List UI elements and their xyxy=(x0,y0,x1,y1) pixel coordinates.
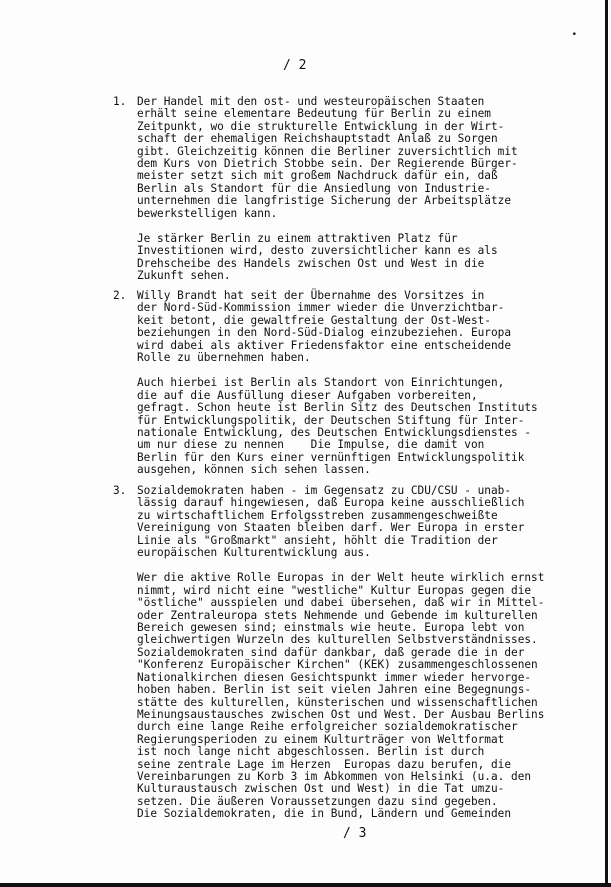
scan-edge-bottom xyxy=(0,883,611,887)
text-line: lässig darauf hingewiesen, daß Europa keine ausschließlich xyxy=(137,496,525,510)
text-line: zu wirtschaftlichem Erfolgsstreben zusammengeschweißte xyxy=(137,508,498,522)
text-line: nimmt, wird nicht eine "westliche" Kultur Europas gegen die xyxy=(137,583,532,597)
text-line: bewerkstelligen kann. xyxy=(137,206,278,220)
text-line: ausgehen, können sich sehen lassen. xyxy=(137,463,371,477)
text-line: Meinungsaustausches zwischen Ost und West. Der Ausbau Berlins xyxy=(137,707,545,721)
text-line: dem Kurs von Dietrich Stobbe sein. Der Regierende Bürger- xyxy=(137,157,518,171)
text-line: Wer die aktive Rolle Europas in der Welt heute wirklich ernst xyxy=(137,571,545,585)
text-line: nationale Entwicklung, des Deutschen Entwicklungsdienstes - xyxy=(137,426,532,440)
text-line: Zeitpunkt, wo die strukturelle Entwicklung in der Wirt- xyxy=(137,119,505,133)
text-line: die auf die Ausfüllung dieser Aufgaben vorbereiten, xyxy=(137,388,478,402)
text-line: keit betont, die gewaltfreie Gestaltung der Ost-West- xyxy=(137,313,491,327)
corner-mark: • xyxy=(571,30,577,40)
text-line: setzen. Die äußeren Voraussetzungen dazu sind gegeben. xyxy=(137,794,498,808)
text-line: Berlin für den Kurs einer vernünftigen Entwicklungspolitik xyxy=(137,450,525,464)
section-number: 2. xyxy=(113,289,127,302)
text-line: oder Zentraleuropa stets Nehmende und Gebende im kulturellen xyxy=(137,608,538,622)
text-line: europäischen Kulturentwicklung aus. xyxy=(137,546,371,560)
section-3-paragraph-2 xyxy=(115,572,575,820)
text-line: gefragt. Schon heute ist Berlin Sitz des Deutschen Instituts xyxy=(137,401,538,415)
scan-edge-right xyxy=(605,0,608,887)
text-line: Der Handel mit den ost- und westeuropäischen Staaten xyxy=(137,95,485,108)
text-line: Je stärker Berlin zu einem attraktiven Platz für xyxy=(137,232,458,246)
text-line: Bereich gewesen sind; einstmals wie heute. Europa lebt von xyxy=(137,621,525,635)
text-line: Investitionen wird, desto zuversichtlicher kann es als xyxy=(137,244,498,258)
text-line: Drehscheibe des Handels zwischen Ost und West in die xyxy=(137,256,485,270)
text-line: "östliche" ausspielen und dabei übersehen, daß wir in Mittel- xyxy=(137,596,545,610)
section-3 xyxy=(115,485,575,821)
text-line: hoben haben. Berlin ist seit vielen Jahren eine Begegnungs- xyxy=(137,683,532,697)
page-number-bottom: / 3 xyxy=(343,826,367,841)
text-line: Nationalkirchen diesen Gesichtspunkt immer wieder hervorge- xyxy=(137,670,532,684)
section-number: 3. xyxy=(113,484,127,497)
text-line: unternehmen die langfristige Sicherung der Arbeitsplätze xyxy=(137,194,512,208)
text-line: seine zentrale Lage im Herzen Europas dazu berufen, die xyxy=(137,757,512,771)
text-line: gibt. Gleichzeitig können die Berliner zuversichtlich mit xyxy=(137,144,518,158)
text-line: ist noch lange nicht abgeschlossen. Berlin ist durch xyxy=(137,745,485,759)
text-line: Vereinigung von Staaten bleiben darf. Wer Europa in erster xyxy=(137,521,525,535)
section-3-paragraph-1 xyxy=(115,485,575,559)
text-line: Berlin als Standort für die Ansiedlung von Industrie- xyxy=(137,181,491,195)
text-line: erhält seine elementare Bedeutung für Berlin zu einem xyxy=(137,107,491,121)
section-number: 1. xyxy=(113,95,127,108)
text-line: Linie als "Großmarkt" ansieht, höhlt die Tradition der xyxy=(137,533,498,547)
text-line: meister setzt sich mit großem Nachdruck dafür ein, daß xyxy=(137,169,498,183)
text-line: Sozialdemokraten haben - im Gegensatz zu CDU/CSU - unab- xyxy=(137,484,512,497)
text-line: Die Sozialdemokraten, die in Bund, Ländern und Gemeinden xyxy=(137,807,512,821)
section-1 xyxy=(115,96,575,283)
section-1-paragraph-1 xyxy=(115,96,575,220)
section-2 xyxy=(115,290,575,477)
text-line: wird dabei als aktiver Friedensfaktor eine entscheidende xyxy=(137,338,512,352)
text-line: schaft der ehemaligen Reichshauptstadt Anlaß zu Sorgen xyxy=(137,132,498,146)
text-line: Sozialdemokraten sind dafür dankbar, daß gerade die in der xyxy=(137,645,525,659)
section-2-paragraph-2 xyxy=(115,377,575,476)
text-line: Auch hierbei ist Berlin als Standort von Einrichtungen, xyxy=(137,376,505,390)
text-line: Regierungsperioden zu einem Kulturträger von Weltformat xyxy=(137,732,505,746)
text-line: Kulturaustausch zwischen Ost und West) in die Tat umzu- xyxy=(137,782,505,796)
text-line: durch eine lange Reihe erfolgreicher sozialdemokratischer xyxy=(137,720,518,734)
text-line: "Konferenz Europäischer Kirchen" (KEK) zusammengeschlossenen xyxy=(137,658,538,672)
text-line: Rolle zu übernehmen haben. xyxy=(137,351,311,365)
page-number-top: / 2 xyxy=(283,58,307,73)
text-line: Vereinbarungen zu Korb 3 im Abkommen von Helsinki (u.a. den xyxy=(137,769,532,783)
text-line: gleichwertigen Wurzeln des kulturellen Selbstverständnisses. xyxy=(137,633,538,647)
text-line: beziehungen in den Nord-Süd-Dialog einzubeziehen. Europa xyxy=(137,326,512,340)
section-1-paragraph-2 xyxy=(115,233,575,283)
section-2-paragraph-1 xyxy=(115,290,575,364)
text-line: Willy Brandt hat seit der Übernahme des Vorsitzes in xyxy=(137,289,485,302)
text-line: Zukunft sehen. xyxy=(137,269,231,283)
text-line: der Nord-Süd-Kommission immer wieder die Unverzichtbar- xyxy=(137,301,505,315)
text-line: für Entwicklungspolitik, der Deutschen Stiftung für Inter- xyxy=(137,413,525,427)
text-line: um nur diese zu nennen Die Impulse, die damit von xyxy=(137,438,485,452)
text-line: stätte des kulturellen, künsterischen und wissenschaftlichen xyxy=(137,695,538,709)
